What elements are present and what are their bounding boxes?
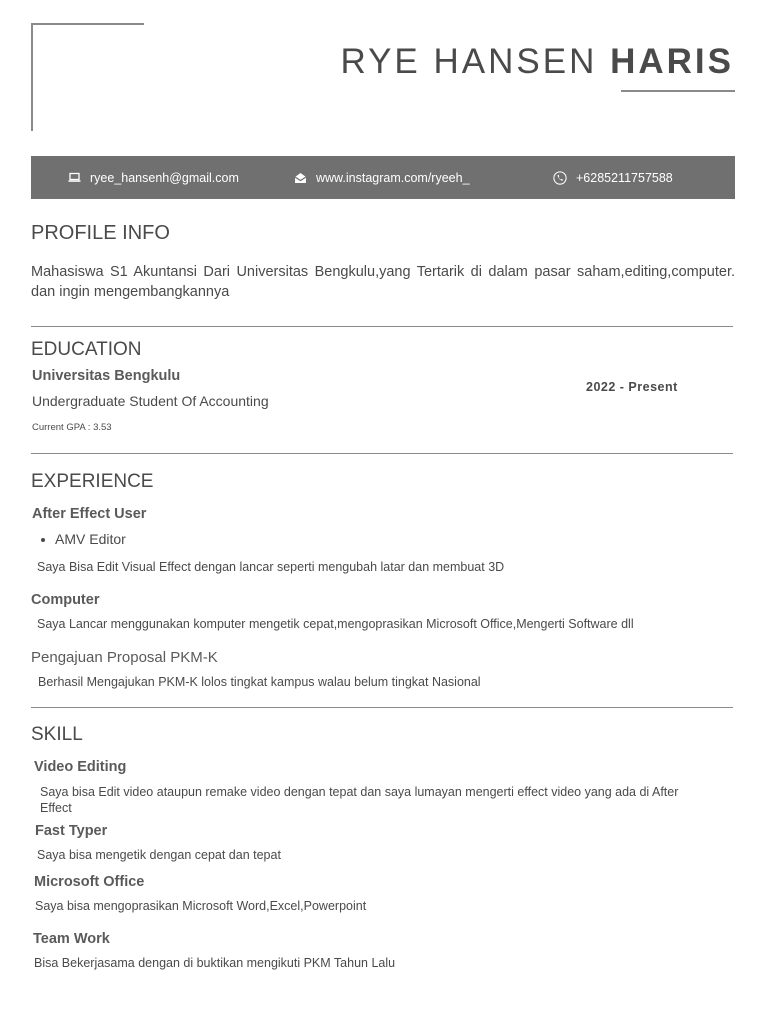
envelope-open-icon bbox=[293, 171, 307, 185]
last-name: HARIS bbox=[610, 42, 734, 81]
phone-icon bbox=[553, 171, 567, 185]
email-text: ryee_hansenh@gmail.com bbox=[90, 170, 239, 185]
skill-description: Bisa Bekerjasama dengan di buktikan mengikuti PKM Tahun Lalu bbox=[34, 956, 396, 970]
skill-title: Microsoft Office bbox=[34, 874, 145, 890]
divider bbox=[31, 707, 733, 708]
skill-description: Saya bisa mengetik dengan cepat dan tepat bbox=[37, 848, 281, 862]
skill-title: Team Work bbox=[33, 931, 110, 947]
experience-title: Pengajuan Proposal PKM-K bbox=[31, 649, 218, 666]
experience-description: Saya Bisa Edit Visual Effect dengan lancar seperti mengubah latar dan membuat 3D bbox=[37, 560, 505, 574]
contact-email[interactable] bbox=[67, 156, 239, 199]
divider bbox=[31, 326, 733, 327]
skill-description: Saya bisa mengoprasikan Microsoft Word,Excel,Powerpoint bbox=[35, 899, 367, 913]
education-school: Universitas Bengkulu bbox=[32, 368, 181, 384]
skill-title: Video Editing bbox=[34, 759, 127, 775]
profile-text: Mahasiswa S1 Akuntansi Dari Universitas Bengkulu,yang Tertarik di dalam pasar saham,editing,computer. dan ingin mengembangkannya bbox=[31, 264, 735, 300]
contact-bar bbox=[31, 156, 735, 199]
education-date: 2022 - Present bbox=[586, 380, 678, 394]
contact-instagram[interactable] bbox=[293, 156, 470, 199]
phone-text: +6285211757588 bbox=[576, 170, 673, 185]
page-title bbox=[340, 42, 734, 82]
name-underline bbox=[621, 90, 735, 92]
education-heading: EDUCATION bbox=[31, 339, 142, 360]
experience-description: Berhasil Mengajukan PKM-K lolos tingkat kampus walau belum tingkat Nasional bbox=[38, 675, 481, 689]
first-name: RYE HANSEN bbox=[340, 42, 598, 81]
instagram-text: www.instagram.com/ryeeh_ bbox=[316, 170, 470, 185]
contact-phone[interactable] bbox=[553, 156, 673, 199]
profile-heading: PROFILE INFO bbox=[31, 222, 170, 244]
divider bbox=[31, 453, 733, 454]
education-gpa: Current GPA : 3.53 bbox=[32, 422, 112, 433]
education-degree: Undergraduate Student Of Accounting bbox=[32, 393, 269, 409]
skill-title: Fast Typer bbox=[35, 823, 108, 839]
bullet-icon bbox=[41, 538, 45, 542]
experience-bullet: AMV Editor bbox=[55, 531, 126, 547]
corner-decoration-top bbox=[31, 23, 144, 25]
skill-heading: SKILL bbox=[31, 724, 83, 745]
corner-decoration-left bbox=[31, 23, 33, 131]
laptop-icon bbox=[67, 171, 81, 185]
experience-title: After Effect User bbox=[32, 506, 147, 522]
experience-heading: EXPERIENCE bbox=[31, 471, 154, 492]
experience-description: Saya Lancar menggunakan komputer mengetik cepat,mengoprasikan Microsoft Office,Mengerti Software dll bbox=[37, 617, 634, 631]
skill-description: Saya bisa Edit video ataupun remake video dengan tepat dan saya lumayan mengerti effect video yang ada di After Effect bbox=[40, 785, 679, 815]
experience-title: Computer bbox=[31, 592, 100, 608]
